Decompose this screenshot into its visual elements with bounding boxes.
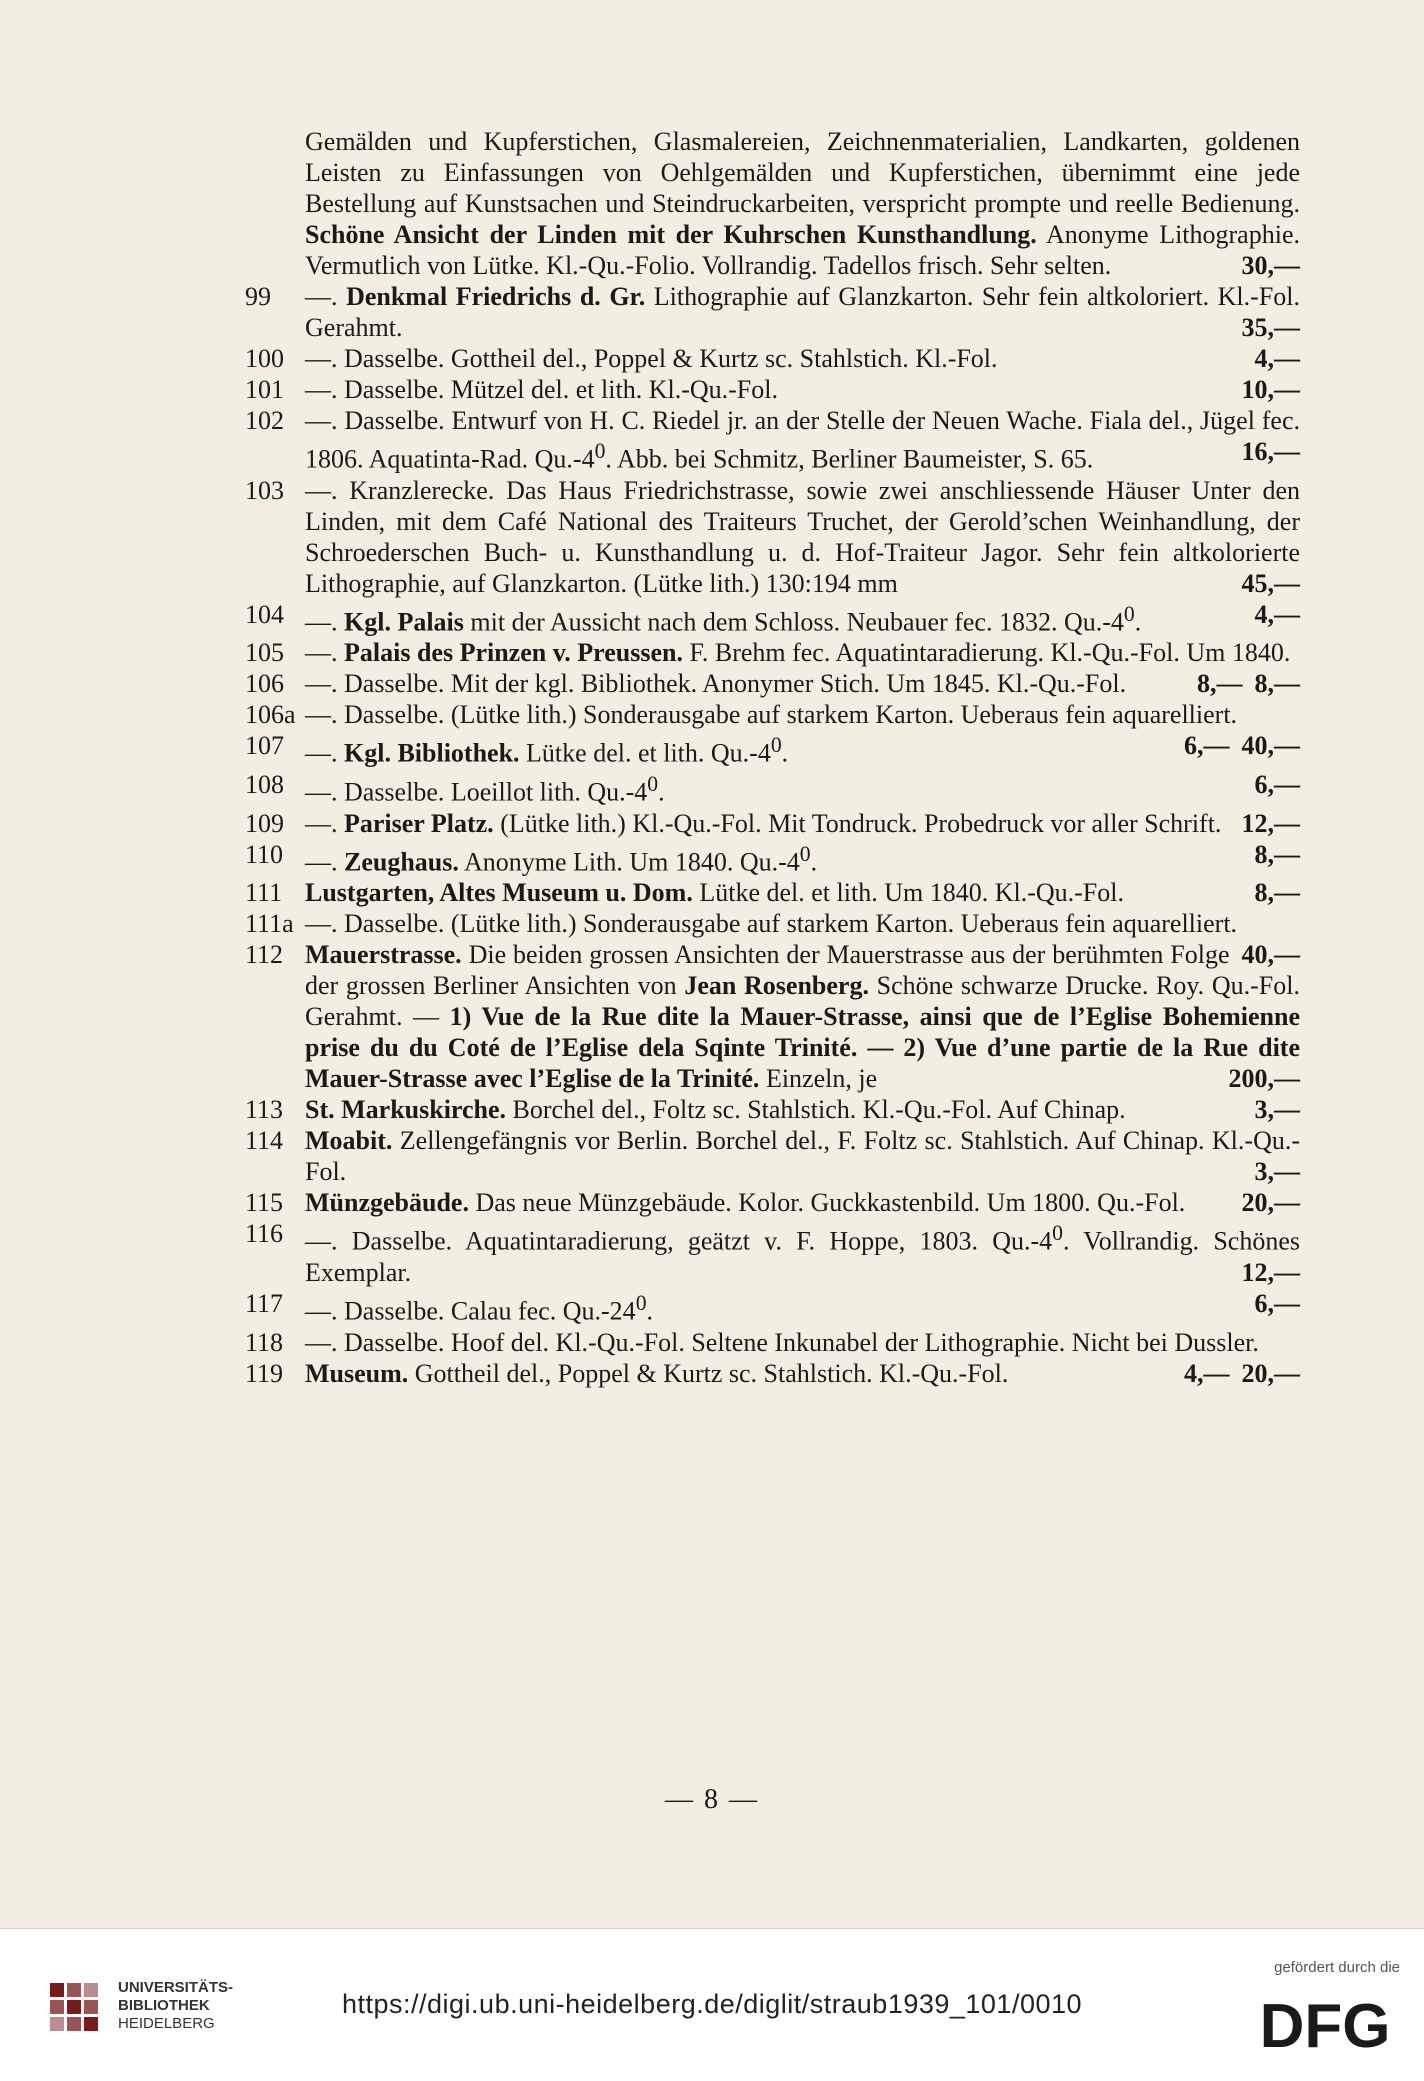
entry-number: 101 bbox=[245, 375, 284, 404]
catalog-entry bbox=[245, 405, 1300, 475]
catalog-entry bbox=[245, 1125, 1300, 1187]
permalink-url[interactable]: https://digi.ub.uni-heidelberg.de/diglit/straub1939_101/0010 bbox=[341, 1989, 1083, 2019]
entry-number: 99 bbox=[245, 282, 271, 311]
entry-description: —. Dasselbe. Entwurf von H. C. Riedel jr. an der Stelle der Neuen Wache. Fiala del., Jügel fec. 1806. Aquatinta-Rad. $Qu.-4^0$. Abb. bei Schmitz, Berliner Baumeister, S. 65. 16,— bbox=[305, 406, 1300, 474]
entry-description: St. Markuskirche. Borchel del., Foltz sc. Stahlstich. Kl.-Qu.-Fol. Auf Chinap. 3,— bbox=[305, 1095, 1300, 1125]
entry-description: —. Dasselbe. (Lütke lith.) Sonderausgabe auf starkem Karton. Ueberaus fein aquarelliert. 40,— bbox=[305, 700, 1300, 761]
entry-number: 105 bbox=[245, 638, 284, 668]
entry-number: 119 bbox=[245, 1358, 284, 1388]
catalog-entry bbox=[245, 599, 1300, 638]
entry-description: Museum. Gottheil del., Poppel & Kurtz sc. Stahlstich. Kl.-Qu.-Fol. 4,— bbox=[305, 1358, 1230, 1388]
entry-description: —. Dasselbe. Mit der kgl. Bibliothek. Anonymer Stich. Um 1845. Kl.-Qu.-Fol. 8,— bbox=[305, 669, 1243, 699]
catalog-entry bbox=[245, 668, 1300, 699]
library-name-line: HEIDELBERG bbox=[118, 2015, 215, 2032]
entry-description: —. Kranzlerecke. Das Haus Friedrichstrasse, sowie zwei anschliessende Häuser Unter den Linden, mit dem Café National des Traiteurs Truchet, der Gerold’schen Weinhandlung, der Schroederschen Buch- u. Kunsthandlung u. d. Hof-Traiteur Jagor. Sehr fein altkolorierte Lithographie, auf Glanzkarton. (Lütke lith.) 130:194 mm 45,— bbox=[305, 475, 1300, 598]
entry-description: —. Zeughaus. Anonyme Lith. Um 1840. $Qu.-4^0$. 8,— bbox=[305, 839, 1300, 877]
entry-number: 104 bbox=[245, 599, 284, 629]
viewer-footer bbox=[0, 1928, 1424, 2081]
entry-number: 107 bbox=[245, 731, 284, 761]
entry-number: 106 bbox=[245, 669, 284, 699]
entry-number: 103 bbox=[245, 475, 284, 505]
funding-note: gefördert durch die bbox=[1274, 1959, 1400, 1976]
entry-price: 8,— bbox=[1254, 839, 1300, 869]
entry-price: 12,— bbox=[1241, 808, 1300, 838]
entry-price: 200,— bbox=[1228, 1064, 1300, 1094]
entry-description: Münzgebäude. Das neue Münzgebäude. Kolor. Guckkastenbild. Um 1800. Qu.-Fol. 20,— bbox=[305, 1188, 1300, 1218]
catalog-entry bbox=[245, 808, 1300, 839]
entry-description: Moabit. Zellengefängnis vor Berlin. Borchel del., F. Foltz sc. Stahlstich. Auf Chinap. Kl.-Qu.-Fol. 3,— bbox=[305, 1126, 1300, 1187]
entry-description: —. Dasselbe. (Lütke lith.) Sonderausgabe auf starkem Karton. Ueberaus fein aquarelliert. 40,— bbox=[305, 909, 1300, 970]
entry-price: 8,— bbox=[1197, 669, 1243, 699]
entry-price: 6,— bbox=[1254, 769, 1300, 799]
entry-price: 8,— bbox=[1254, 878, 1300, 908]
dfg-logo-text: DFG bbox=[1259, 1992, 1391, 2057]
catalog-entry bbox=[245, 475, 1300, 599]
entry-price: 20,— bbox=[1241, 1358, 1300, 1388]
library-name-line: BIBLIOTHEK bbox=[118, 1997, 210, 2014]
catalog-entry bbox=[245, 877, 1300, 908]
entry-description: —. Palais des Prinzen v. Preussen. F. Brehm fec. Aquatintaradierung. Kl.-Qu.-Fol. Um 1840. 8,— bbox=[305, 638, 1300, 699]
entry-number: 109 bbox=[245, 808, 284, 838]
catalog-entry bbox=[245, 839, 1300, 878]
entry-price: 4,— bbox=[1254, 344, 1300, 373]
catalog-entry bbox=[245, 343, 1300, 374]
dfg-logo-icon bbox=[1250, 1987, 1400, 2057]
catalog-entry bbox=[245, 730, 1300, 769]
entry-price: 8,— bbox=[1254, 669, 1300, 699]
entry-description: —. Dasselbe. Aquatintaradierung, geätzt v. F. Hoppe, 1803. $Qu.-4^0$. Vollrandig. Schönes Exemplar. 12,— bbox=[305, 1221, 1301, 1287]
entry-description: Lustgarten, Altes Museum u. Dom. Lütke del. et lith. Um 1840. Kl.-Qu.-Fol. 8,— bbox=[305, 878, 1300, 908]
entry-price: 45,— bbox=[1241, 568, 1300, 598]
entry-description: —. Dasselbe. Calau fec. $Qu.-24^0$. 6,— bbox=[305, 1288, 1300, 1326]
entry-description: —. Pariser Platz. (Lütke lith.) Kl.-Qu.-Fol. Mit Tondruck. Probedruck vor aller Schrift. 12,— bbox=[305, 808, 1300, 838]
entry-price: 12,— bbox=[1241, 1257, 1300, 1287]
entry-price: 40,— bbox=[1241, 940, 1300, 970]
entry-price: 30,— bbox=[1241, 251, 1300, 280]
entry-price: 10,— bbox=[1241, 375, 1300, 404]
catalog-entry bbox=[245, 1187, 1300, 1218]
entry-description: —. Kgl. Bibliothek. Lütke del. et lith. $Qu.-4^0$. 6,— bbox=[305, 731, 1230, 768]
catalog-text bbox=[245, 126, 1301, 1389]
entry-description: —. Dasselbe. Hoof del. Kl.-Qu.-Fol. Seltene Inkunabel der Lithographie. Nicht bei Dussler. 20,— bbox=[305, 1327, 1300, 1388]
entry-number: 108 bbox=[245, 769, 284, 799]
entry-price: 16,— bbox=[1241, 437, 1300, 466]
entry-price: 3,— bbox=[1254, 1095, 1300, 1125]
catalog-entry bbox=[245, 1288, 1300, 1327]
entry-number: 111 bbox=[245, 878, 283, 908]
entry-description: —. Dasselbe. Mützel del. et lith. Kl.-Qu.-Fol. 10,— bbox=[305, 375, 1300, 404]
entry-number: 110 bbox=[245, 839, 284, 869]
entry-price: 3,— bbox=[1254, 1157, 1300, 1187]
entry-number: 112 bbox=[245, 940, 284, 970]
catalog-entry bbox=[245, 769, 1300, 808]
catalog-entry bbox=[245, 939, 1300, 1094]
entry-price: 6,— bbox=[1184, 731, 1230, 761]
page-number: — 8 — bbox=[665, 1784, 759, 1815]
entry-number: 106a bbox=[245, 700, 296, 730]
entry-number: 102 bbox=[245, 406, 284, 435]
library-name-line: UNIVERSITÄTS- bbox=[118, 1979, 234, 1996]
entry-number: 117 bbox=[245, 1288, 284, 1318]
entry-price: 6,— bbox=[1254, 1288, 1300, 1318]
catalog-entry bbox=[245, 281, 1300, 343]
catalog-entry bbox=[245, 1094, 1300, 1125]
entry-number: 113 bbox=[245, 1095, 284, 1125]
entry-price: 40,— bbox=[1241, 731, 1300, 761]
entry-description: —. Kgl. Palais mit der Aussicht nach dem Schloss. Neubauer fec. 1832. $Qu.-4^0$. 4,— bbox=[305, 599, 1300, 637]
entry-description: —. Denkmal Friedrichs d. Gr. Lithographie auf Glanzkarton. Sehr fein altkoloriert. Kl.-Fol. Gerahmt. 35,— bbox=[305, 282, 1300, 342]
entry-number: 115 bbox=[245, 1188, 284, 1218]
entry-number: 118 bbox=[245, 1327, 284, 1357]
entry-price: 20,— bbox=[1241, 1188, 1300, 1218]
entry-description: —. Dasselbe. Gottheil del., Poppel & Kurtz sc. Stahlstich. Kl.-Fol. 4,— bbox=[305, 344, 1300, 373]
entry-number: 100 bbox=[245, 344, 284, 373]
entry-price: 4,— bbox=[1254, 599, 1300, 629]
entry-price: 4,— bbox=[1184, 1358, 1230, 1388]
entry-number: 116 bbox=[245, 1219, 284, 1249]
entry-price: 35,— bbox=[1241, 313, 1300, 342]
entry-number: 111a bbox=[245, 909, 294, 939]
entry-description: Mauerstrasse. Die beiden grossen Ansichten der Mauerstrasse aus der berühmten Folge der grossen Berliner Ansichten von Jean Rosenberg. Schöne schwarze Drucke. Roy. Qu.-Fol. Gerahmt. — 1) Vue de la Rue dite la Mauer-Strasse, ainsi que de l’Eglise Bohemienne prise du du Coté de l’Eglise dela Sqinte Trinité. — 2) Vue d’une partie de la Rue dite Mauer-Strasse avec l’Eglise de la Trinité. Einzeln, je 200,— bbox=[305, 940, 1300, 1094]
entry-description: Gemälden und Kupferstichen, Glasmalereien, Zeichnenmaterialien, Landkarten, goldenen Leisten zu Einfassungen von Oehlgemälden und Kupferstichen, übernimmt eine jede Bestellung auf Kunstsachen und Steindruckarbeiten, verspricht prompte und reelle Bedienung. Schöne Ansicht der Linden mit der Kuhrschen Kunsthandlung. Anonyme Lithographie. Vermutlich von Lütke. Kl.-Qu.-Folio. Vollrandig. Tadellos frisch. Sehr selten. 30,— bbox=[305, 127, 1300, 280]
catalog-entry bbox=[305, 126, 1300, 281]
catalog-entry bbox=[245, 1218, 1301, 1288]
entry-description: —. Dasselbe. Loeillot lith. $Qu.-4^0$. 6,— bbox=[305, 769, 1300, 807]
catalog-entry bbox=[245, 374, 1300, 405]
catalog-entry bbox=[245, 1358, 1300, 1389]
entry-number: 114 bbox=[245, 1126, 284, 1156]
